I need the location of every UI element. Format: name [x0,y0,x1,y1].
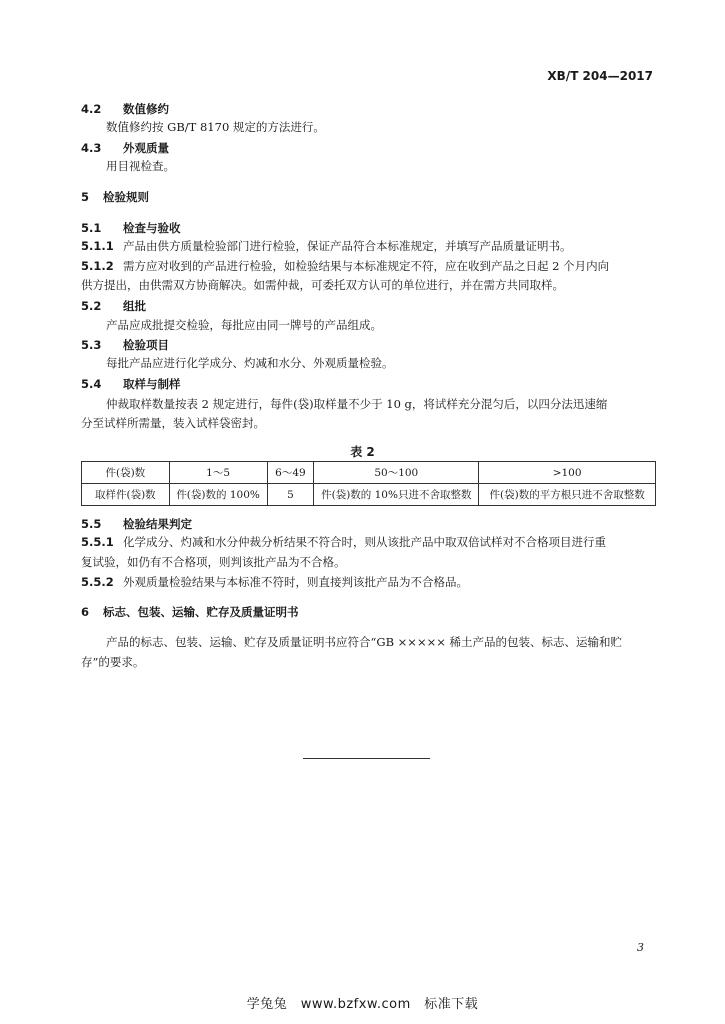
heading-title: 检查与验收 [123,221,181,235]
table-cell: 件(袋)数 [82,462,170,484]
table-cell: 1～5 [169,462,267,484]
heading-number: 4.3 [81,141,102,155]
heading-title: 标志、包装、运输、贮存及质量证明书 [103,605,299,619]
clause-5-1-2-cont: 供方提出，由供需双方协商解决。如需仲裁，可委托双方认可的单位进行，并在需方共同取样。 [81,278,564,292]
heading-title: 检验项目 [123,338,169,352]
clause-5-5-2 [81,573,468,592]
clause-number: 5.1.2 [81,259,114,273]
end-rule [303,758,430,759]
heading-6 [81,604,299,620]
table-row [82,484,656,506]
heading-number: 5.1 [81,221,102,235]
heading-title: 数值修约 [123,102,169,116]
table-cell: 件(袋)数的平方根只进不舍取整数 [479,484,656,506]
paragraph-5-3: 每批产品应进行化学成分、灼减和水分、外观质量检验。 [106,356,394,370]
heading-number: 5.3 [81,338,102,352]
table-row [82,462,656,484]
heading-5-3 [81,337,169,353]
paragraph-5-4-line1: 仲裁取样数量按表 2 规定进行，每件(袋)取样量不少于 10 g，将试样充分混匀后，以四分法迅速缩 [106,397,608,411]
paragraph-6-line2: 存”的要求。 [81,655,145,669]
heading-5 [81,189,149,205]
clause-5-1-1 [81,237,572,256]
heading-5-2 [81,298,146,314]
heading-title: 检验结果判定 [123,517,192,531]
heading-number: 5.2 [81,299,102,313]
table-cell: 50～100 [314,462,479,484]
clause-number: 5.1.1 [81,239,114,253]
standard-code: XB/T 204—2017 [547,69,653,83]
clause-text: 外观质量检验结果与本标准不符时，则直接判该批产品为不合格品。 [123,575,468,589]
paragraph-6-line1: 产品的标志、包装、运输、贮存及质量证明书应符合“GB ××××× 稀土产品的包装、标志、运输和贮 [106,635,623,649]
paragraph-5-4-line2: 分至试样所需量，装入试样袋密封。 [81,416,265,430]
table-cell: 件(袋)数的 10%只进不舍取整数 [314,484,479,506]
clause-number: 5.5.2 [81,575,114,589]
table-cell: 取样件(袋)数 [82,484,170,506]
clause-5-5-1 [81,533,606,552]
heading-title: 检验规则 [103,190,149,204]
sampling-table [81,461,656,506]
heading-title: 组批 [123,299,146,313]
heading-number: 5.4 [81,377,102,391]
clause-text: 需方应对收到的产品进行检验，如检验结果与本标准规定不符，应在收到产品之日起 2 个月内向 [123,259,610,273]
clause-text: 化学成分、灼减和水分仲裁分析结果不符合时，则从该批产品中取双倍试样对不合格项目进行重 [123,535,606,549]
clause-5-1-2 [81,257,609,276]
heading-4-2 [81,101,169,117]
heading-number: 5 [81,190,90,204]
table-cell: 6～49 [267,462,314,484]
page-number: 3 [637,941,644,954]
heading-number: 4.2 [81,102,102,116]
table-cell: >100 [479,462,656,484]
heading-5-5 [81,516,192,532]
heading-4-3 [81,140,169,156]
heading-5-1 [81,220,181,236]
clause-number: 5.5.1 [81,535,114,549]
footer-watermark: 学兔兔 www.bzfxw.com 标准下载 [246,997,479,1012]
table-cell: 件(袋)数的 100% [169,484,267,506]
table-title: 表 2 [350,445,375,459]
heading-number: 5.5 [81,517,102,531]
paragraph-4-2: 数值修约按 GB/T 8170 规定的方法进行。 [106,120,325,134]
heading-number: 6 [81,605,90,619]
paragraph-4-3: 用目视检查。 [106,159,175,173]
heading-title: 取样与制样 [123,377,181,391]
clause-5-5-1-cont: 复试验，如仍有不合格项，则判该批产品为不合格。 [81,555,346,569]
heading-title: 外观质量 [123,141,169,155]
clause-text: 产品由供方质量检验部门进行检验，保证产品符合本标准规定，并填写产品质量证明书。 [123,239,572,253]
table-cell: 5 [267,484,314,506]
heading-5-4 [81,376,181,392]
paragraph-5-2: 产品应成批提交检验，每批应由同一牌号的产品组成。 [106,318,382,332]
